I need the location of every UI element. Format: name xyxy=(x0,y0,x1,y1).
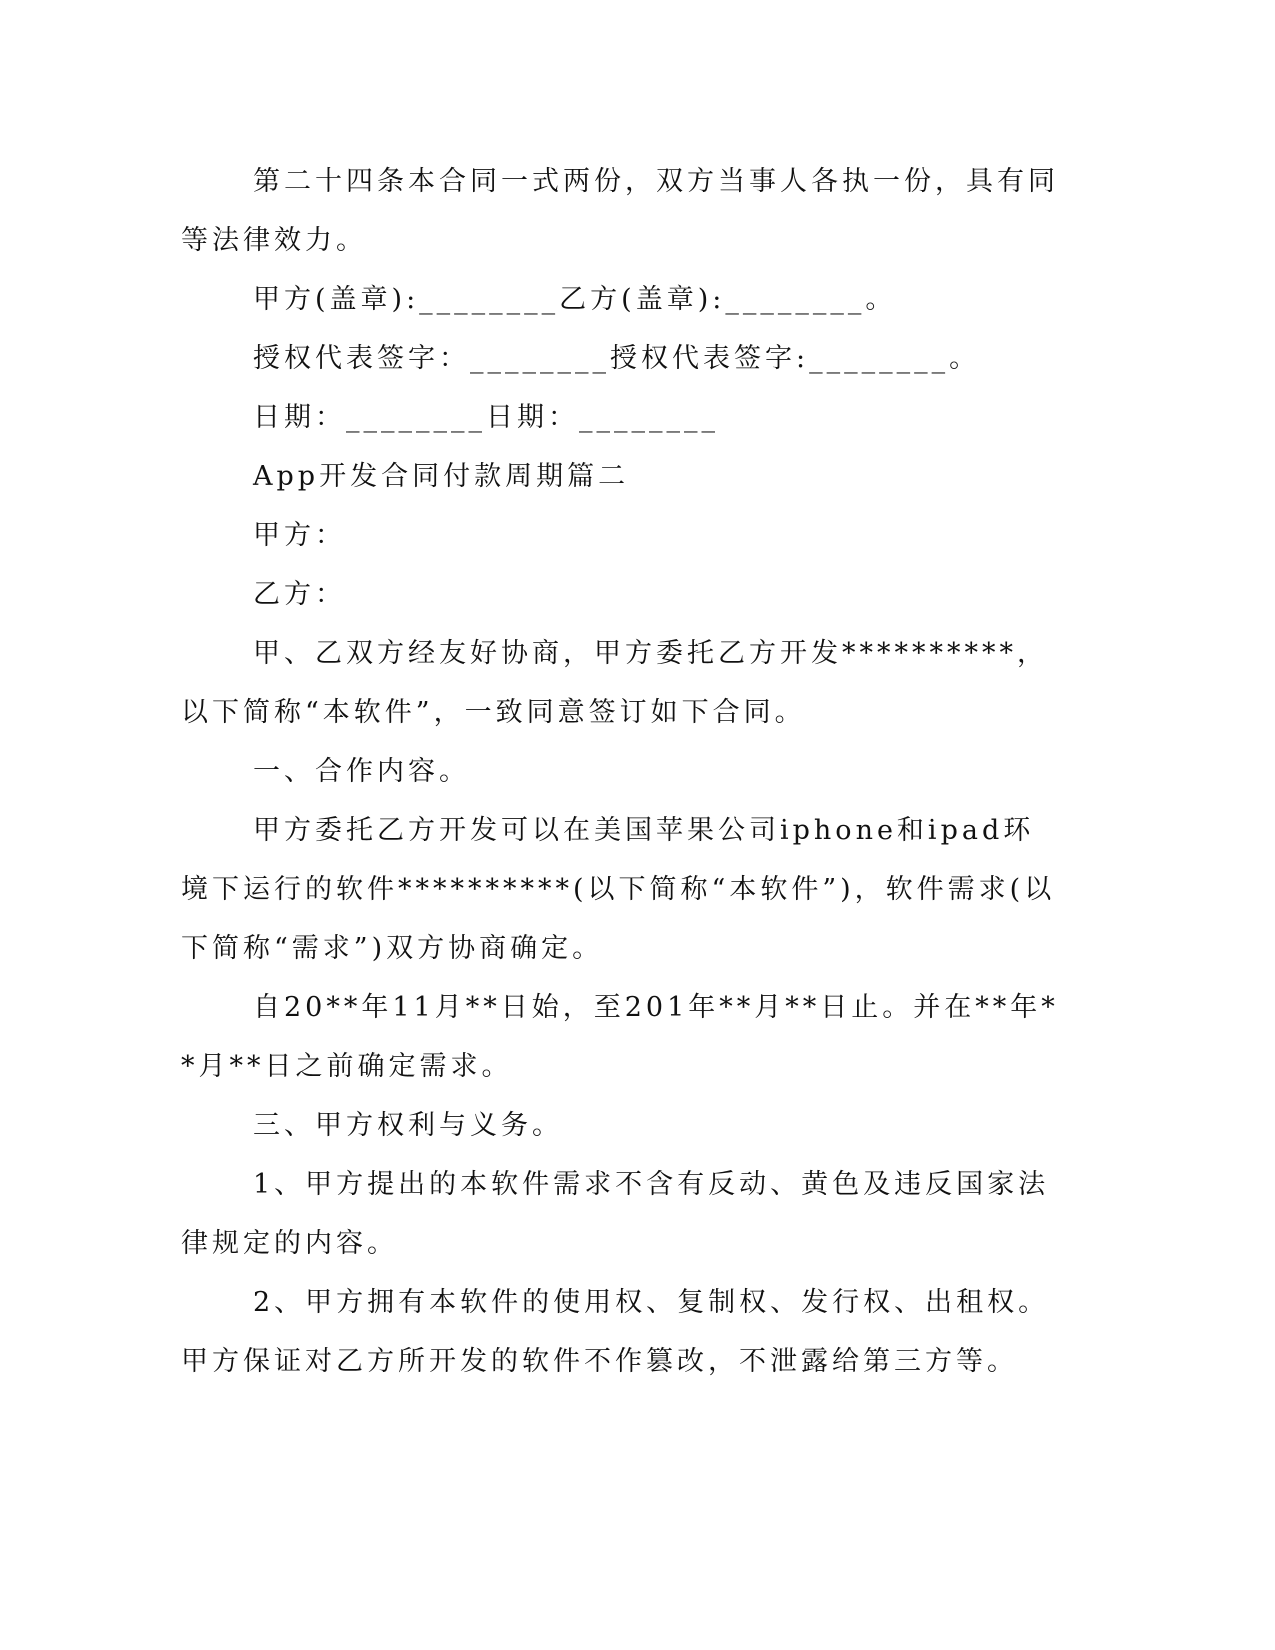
heading-cooperation: 一、合作内容。 xyxy=(253,756,470,787)
heading-party-a-rights: 三、甲方权利与义务。 xyxy=(253,1110,563,1141)
document-body xyxy=(181,152,1061,1391)
paragraph-signature-line: 授权代表签字：________授权代表签字:________。 xyxy=(253,343,981,374)
paragraph-cooperation: 甲方委托乙方开发可以在美国苹果公司iphone和ipad环境下运行的软件**********(以下简称“本软件”)，软件需求(以下简称“需求”)双方协商确定。 xyxy=(181,815,1056,964)
paragraph-seal-line: 甲方(盖章):________乙方(盖章):________。 xyxy=(253,284,897,315)
paragraph-item-1: 1、甲方提出的本软件需求不含有反动、黄色及违反国家法律规定的内容。 xyxy=(181,1169,1050,1259)
section-title: App开发合同付款周期篇二 xyxy=(253,461,630,492)
paragraph-article-24: 第二十四条本合同一式两份，双方当事人各执一份，具有同等法律效力。 xyxy=(181,166,1059,256)
paragraph-date-line: 日期：________日期：________ xyxy=(253,402,719,433)
paragraph-intro: 甲、乙双方经友好协商，甲方委托乙方开发**********，以下简称“本软件”，一致同意签订如下合同。 xyxy=(181,638,1048,728)
paragraph-item-2: 2、甲方拥有本软件的使用权、复制权、发行权、出租权。甲方保证对乙方所开发的软件不作篡改，不泄露给第三方等。 xyxy=(181,1287,1050,1377)
paragraph-period: 自20**年11月**日始，至201年**月**日止。并在**年**月**日之前确定需求。 xyxy=(181,992,1059,1082)
party-b-line: 乙方： xyxy=(253,579,346,610)
party-a-line: 甲方： xyxy=(253,520,346,551)
